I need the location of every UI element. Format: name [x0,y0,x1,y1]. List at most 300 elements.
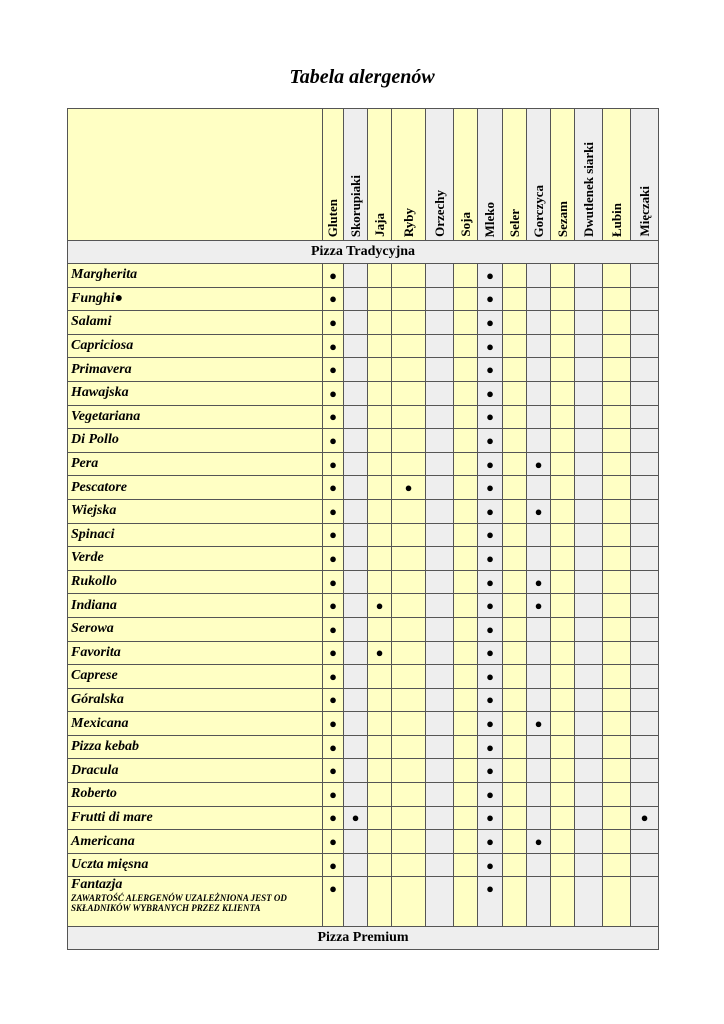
allergen-header [603,109,631,241]
pizza-name-cell [68,830,323,854]
allergen-cell [551,547,575,571]
allergen-cell [454,381,478,405]
allergen-cell [551,381,575,405]
allergen-dot-icon: ● [329,574,337,590]
allergen-cell [631,334,659,358]
pizza-name-cell [68,712,323,736]
allergen-cell [478,287,503,311]
pizza-name: Americana [71,833,135,849]
table-row [68,570,659,594]
allergen-dot-icon: ● [486,645,494,661]
allergen-cell [344,665,368,689]
table-row [68,547,659,571]
allergen-header [426,109,454,241]
allergen-cell [368,712,392,736]
allergen-cell [368,429,392,453]
allergen-cell [344,877,368,927]
allergen-cell [368,688,392,712]
allergen-cell [368,759,392,783]
allergen-cell [631,570,659,594]
allergen-cell [527,759,551,783]
allergen-cell [426,853,454,877]
section-title: Pizza Tradycyjna [68,241,659,264]
allergen-cell [503,334,527,358]
allergen-cell [392,806,426,830]
allergen-cell [392,429,426,453]
allergen-label: Soja [457,212,473,237]
pizza-name-cell [68,381,323,405]
allergen-label: Gorczyca [530,184,546,237]
allergen-cell [426,358,454,382]
allergen-cell [631,594,659,618]
allergen-dot-icon: ● [486,527,494,543]
allergen-dot-icon: ● [329,362,337,378]
table-row [68,594,659,618]
allergen-cell [478,358,503,382]
allergen-cell [527,334,551,358]
allergen-cell [575,783,603,807]
allergen-cell [603,806,631,830]
pizza-name: Margherita [71,267,138,283]
allergen-cell [575,806,603,830]
allergen-dot-icon: ● [486,314,494,330]
allergen-cell [551,476,575,500]
allergen-cell [603,853,631,877]
allergen-cell [503,853,527,877]
pizza-name: Pescatore [71,479,127,495]
allergen-cell [392,476,426,500]
pizza-name: Serowa [71,621,114,637]
allergen-cell [575,311,603,335]
allergen-cell [527,523,551,547]
allergen-dot-icon: ● [329,267,337,283]
table-row [68,499,659,523]
allergen-cell [368,523,392,547]
allergen-cell [551,830,575,854]
allergen-cell [478,334,503,358]
pizza-name-cell [68,264,323,288]
allergen-dot-icon: ● [486,739,494,755]
allergen-label: Jaja [371,213,387,237]
allergen-cell [603,499,631,523]
allergen-cell [344,641,368,665]
allergen-dot-icon: ● [486,763,494,779]
allergen-cell [551,783,575,807]
pizza-name-cell [68,452,323,476]
allergen-cell [551,523,575,547]
allergen-cell [551,735,575,759]
page-title: Tabela alergenów [289,66,435,88]
pizza-name-cell [68,570,323,594]
pizza-name: Capriciosa [71,338,134,354]
allergen-cell [551,688,575,712]
allergen-dot-icon: ● [486,409,494,425]
allergen-cell [603,334,631,358]
allergen-cell [392,499,426,523]
allergen-cell [454,547,478,571]
allergen-cell [323,665,344,689]
allergen-cell [603,523,631,547]
allergen-cell [603,759,631,783]
pizza-name: Verde [71,550,104,566]
allergen-cell [368,358,392,382]
pizza-name: Primavera [71,361,132,377]
pizza-name-cell [68,853,323,877]
allergen-cell [603,452,631,476]
allergen-cell [323,712,344,736]
allergen-cell [503,712,527,736]
allergen-cell [575,334,603,358]
pizza-name-cell [68,547,323,571]
allergen-cell [426,381,454,405]
allergen-cell [478,759,503,783]
allergen-cell [323,405,344,429]
allergen-cell [392,523,426,547]
allergen-cell [454,594,478,618]
allergen-cell [478,429,503,453]
allergen-cell [631,735,659,759]
pizza-name: Pera [71,456,99,472]
pizza-name: Funghi● [71,290,124,306]
allergen-cell [551,759,575,783]
table-row [68,830,659,854]
allergen-cell [344,853,368,877]
allergen-dot-icon: ● [329,857,337,873]
allergen-header-row [68,109,659,241]
allergen-cell [527,830,551,854]
allergen-cell [575,570,603,594]
allergen-cell [454,405,478,429]
allergen-cell [551,311,575,335]
allergen-cell [392,405,426,429]
allergen-dot-icon: ● [329,716,337,732]
allergen-cell [631,783,659,807]
allergen-cell [527,783,551,807]
allergen-cell [551,617,575,641]
allergen-cell [503,287,527,311]
pizza-name-cell [68,405,323,429]
allergen-cell [527,358,551,382]
allergen-cell [392,287,426,311]
allergen-cell [454,853,478,877]
allergen-cell [344,381,368,405]
allergen-cell [426,830,454,854]
header-corner-cell [68,109,323,241]
allergen-cell [551,452,575,476]
allergen-cell [392,358,426,382]
allergen-cell [603,688,631,712]
allergen-cell [575,641,603,665]
allergen-cell [631,311,659,335]
pizza-name: Mexicana [71,715,129,731]
allergen-cell [344,429,368,453]
allergen-cell [478,381,503,405]
allergen-cell [368,877,392,927]
allergen-cell [368,547,392,571]
allergen-cell [575,476,603,500]
allergen-dot-icon: ● [375,645,384,661]
allergen-cell [603,476,631,500]
pizza-name-cell [68,429,323,453]
allergen-cell [575,358,603,382]
allergen-cell [426,688,454,712]
allergen-cell [631,688,659,712]
allergen-cell [503,594,527,618]
allergen-cell [344,287,368,311]
allergen-cell [478,476,503,500]
allergen-cell [392,570,426,594]
table-row [68,783,659,807]
allergen-cell [478,547,503,571]
allergen-dot-icon: ● [486,503,494,519]
allergen-dot-icon: ● [329,834,337,850]
allergen-cell [575,523,603,547]
allergen-cell [478,688,503,712]
allergen-cell [323,877,344,927]
allergen-cell [527,877,551,927]
allergen-cell [631,759,659,783]
allergen-cell [631,665,659,689]
allergen-cell [368,783,392,807]
section-row-premium [68,927,659,950]
allergen-cell [392,877,426,927]
allergen-cell [478,594,503,618]
allergen-dot-icon: ● [329,598,337,614]
allergen-cell [527,452,551,476]
allergen-cell [478,311,503,335]
allergen-cell [454,452,478,476]
allergen-cell [454,334,478,358]
allergen-cell [426,712,454,736]
allergen-cell [551,570,575,594]
allergen-dot-icon: ● [329,409,337,425]
allergen-cell [323,381,344,405]
allergen-cell [392,665,426,689]
allergen-cell [368,476,392,500]
allergen-cell [478,452,503,476]
allergen-cell [426,594,454,618]
allergen-cell [631,547,659,571]
allergen-cell [426,759,454,783]
allergen-cell [527,853,551,877]
allergen-cell [575,381,603,405]
allergen-cell [392,830,426,854]
allergen-cell [603,735,631,759]
allergen-cell [478,617,503,641]
allergen-cell [344,311,368,335]
allergen-cell [344,594,368,618]
allergen-label: Seler [506,208,522,237]
allergen-cell [344,688,368,712]
table-row [68,334,659,358]
allergen-cell [527,429,551,453]
allergen-dot-icon: ● [329,739,337,755]
table-row [68,853,659,877]
allergen-cell [368,806,392,830]
allergen-cell [603,381,631,405]
pizza-name-cell [68,783,323,807]
allergen-cell [503,381,527,405]
allergen-dot-icon: ● [486,598,494,614]
allergen-cell [478,499,503,523]
table-row [68,735,659,759]
pizza-name-cell [68,287,323,311]
allergen-cell [527,735,551,759]
allergen-cell [631,830,659,854]
allergen-cell [631,452,659,476]
allergen-cell [527,594,551,618]
allergen-cell [323,641,344,665]
allergen-cell [426,476,454,500]
pizza-name-cell [68,877,323,927]
allergen-cell [527,476,551,500]
allergen-dot-icon: ● [329,810,337,826]
allergen-cell [323,853,344,877]
allergen-dot-icon: ● [486,362,494,378]
allergen-label: Dwutlenek siarki [580,142,596,237]
allergen-header [575,109,603,241]
allergen-header [344,109,368,241]
allergen-cell [368,641,392,665]
allergen-cell [323,570,344,594]
allergen-dot-icon: ● [404,480,413,496]
allergen-cell [603,570,631,594]
allergen-cell [575,688,603,712]
allergen-header [323,109,344,241]
allergen-cell [426,547,454,571]
allergen-cell [478,877,503,927]
allergen-cell [426,641,454,665]
allergen-cell [503,877,527,927]
pizza-name-cell [68,358,323,382]
allergen-cell [603,877,631,927]
allergen-cell [631,806,659,830]
allergen-cell [392,783,426,807]
allergen-cell [323,264,344,288]
table-row [68,264,659,288]
allergen-cell [426,287,454,311]
allergen-cell [575,429,603,453]
allergen-cell [575,499,603,523]
allergen-cell [527,665,551,689]
allergen-cell [631,476,659,500]
allergen-cell [527,617,551,641]
allergen-cell [603,358,631,382]
allergen-cell [368,264,392,288]
allergen-cell [323,830,344,854]
allergen-cell [454,570,478,594]
allergen-cell [454,358,478,382]
allergen-dot-icon: ● [486,692,494,708]
allergen-dot-icon: ● [329,668,337,684]
table-row [68,381,659,405]
allergen-cell [503,405,527,429]
allergen-dot-icon: ● [329,786,337,802]
allergen-cell [454,523,478,547]
allergen-cell [454,311,478,335]
allergen-cell [454,783,478,807]
allergen-dot-icon: ● [375,598,384,614]
allergen-cell [503,830,527,854]
allergen-cell [631,617,659,641]
allergen-cell [392,759,426,783]
allergen-cell [454,617,478,641]
allergen-cell [344,806,368,830]
allergen-cell [503,452,527,476]
allergen-cell [575,287,603,311]
allergen-header [454,109,478,241]
allergen-cell [503,429,527,453]
allergen-cell [527,287,551,311]
pizza-name: Di Pollo [71,432,119,448]
allergen-cell [575,830,603,854]
allergen-dot-icon: ● [486,881,494,897]
allergen-header [478,109,503,241]
allergen-dot-icon: ● [534,834,543,850]
allergen-dot-icon: ● [329,645,337,661]
allergen-cell [426,877,454,927]
allergen-cell [603,830,631,854]
allergen-cell [503,523,527,547]
allergen-cell [478,735,503,759]
allergen-cell [323,287,344,311]
allergen-dot-icon: ● [486,385,494,401]
allergen-cell [527,405,551,429]
allergen-cell [426,499,454,523]
allergen-cell [551,287,575,311]
allergen-cell [426,665,454,689]
section-row-traditional [68,241,659,264]
allergen-cell [426,617,454,641]
allergen-cell [603,641,631,665]
pizza-name: Fantazja [71,877,123,893]
allergen-dot-icon: ● [329,456,337,472]
allergen-cell [551,641,575,665]
allergen-cell [575,452,603,476]
pizza-name: Caprese [71,668,118,684]
pizza-name-cell [68,523,323,547]
allergen-dot-icon: ● [351,810,360,826]
allergen-cell [631,712,659,736]
allergen-cell [575,617,603,641]
allergen-cell [631,499,659,523]
allergen-cell [631,641,659,665]
allergen-cell [527,311,551,335]
pizza-name-cell [68,594,323,618]
allergen-cell [527,264,551,288]
allergen-cell [323,547,344,571]
allergen-cell [503,688,527,712]
allergen-cell [454,429,478,453]
allergen-header [503,109,527,241]
allergen-cell [454,641,478,665]
allergen-cell [368,735,392,759]
allergen-cell [478,783,503,807]
allergen-cell [527,712,551,736]
allergen-cell [631,877,659,927]
allergen-cell [323,334,344,358]
allergen-dot-icon: ● [534,598,543,614]
allergen-cell [323,311,344,335]
allergen-dot-icon: ● [486,834,494,850]
allergen-cell [344,264,368,288]
allergen-cell [551,264,575,288]
allergen-dot-icon: ● [329,314,337,330]
allergen-cell [344,499,368,523]
allergen-cell [478,641,503,665]
pizza-name: Frutti di mare [71,809,153,825]
allergen-cell [551,358,575,382]
